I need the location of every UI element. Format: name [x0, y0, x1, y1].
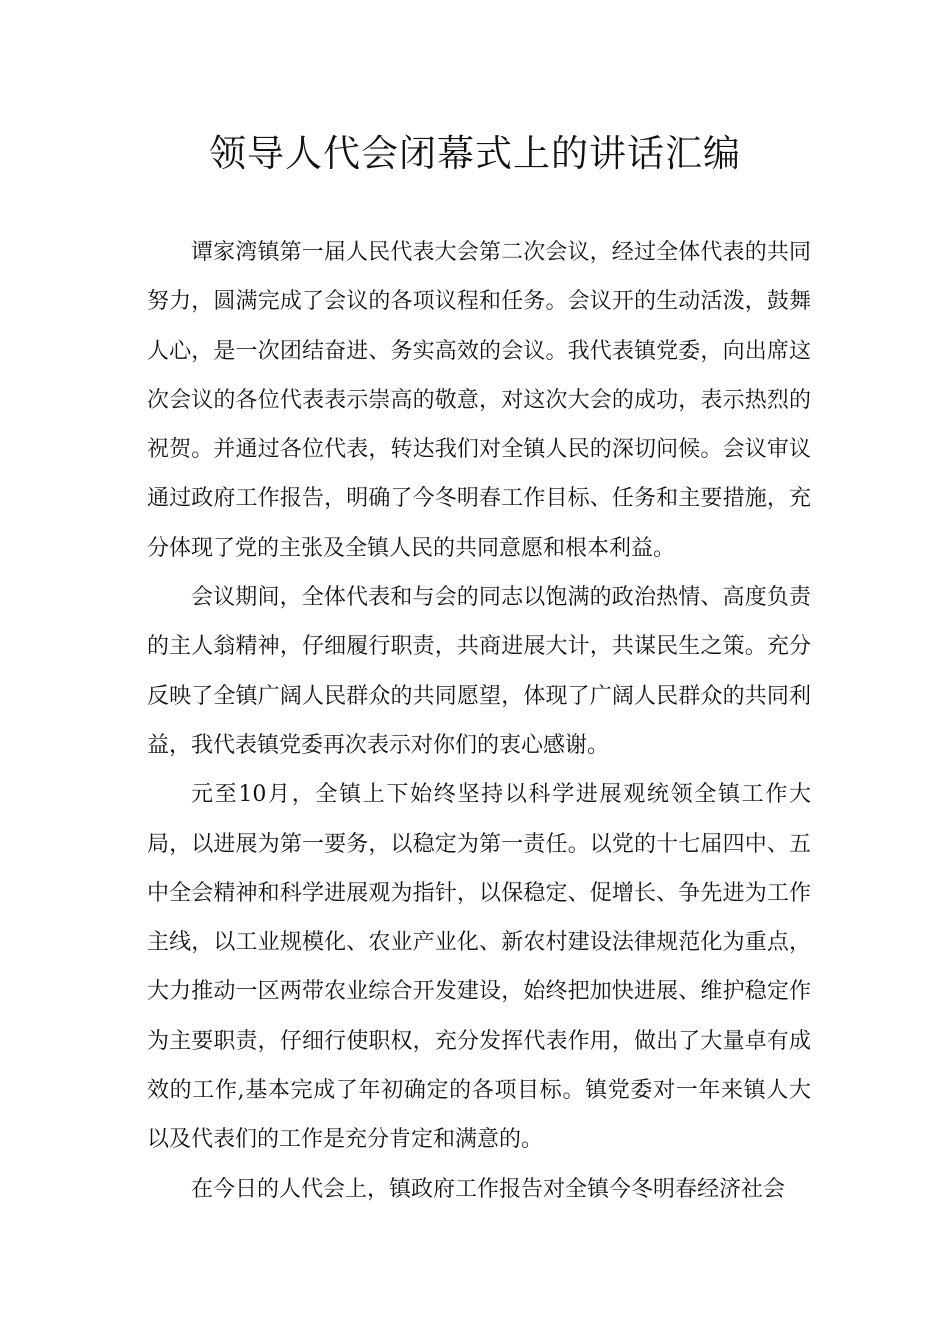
document-body [147, 228, 811, 1214]
document-title: 领导人代会闭幕式上的讲话汇编 [209, 132, 741, 175]
paragraph-4: 在今日的人代会上，镇政府工作报告对全镇今冬明春经济社会 [191, 1176, 786, 1202]
paragraph-1: 谭家湾镇第一届人民代表大会第二次会议，经过全体代表的共同努力，圆满完成了会议的各项议程和任务。会议开的生动活泼，鼓舞人心，是一次团结奋进、务实高效的会议。我代表镇党委，向出席这次会议的各位代表表示崇高的敬意，对这次大会的成功，表示热烈的祝贺。并通过各位代表，转达我们对全镇人民的深切问候。会议审议通过政府工作报告，明确了今冬明春工作目标、任务和主要措施，充分体现了党的主张及全镇人民的共同意愿和根本利益。 [147, 240, 811, 561]
paragraph-2: 会议期间，全体代表和与会的同志以饱满的政治热情、高度负责的主人翁精神，仔细履行职责，共商进展大计，共谋民生之策。充分反映了全镇广阔人民群众的共同愿望，体现了广阔人民群众的共同利益，我代表镇党委再次表示对你们的衷心感谢。 [147, 585, 811, 758]
paragraph-3: 元至10月，全镇上下始终坚持以科学进展观统领全镇工作大局，以进展为第一要务，以稳定为第一责任。以党的十七届四中、五中全会精神和科学进展观为指针，以保稳定、促增长、争先进为工作主线，以工业规模化、农业产业化、新农村建设法律规范化为重点，大力推动一区两带农业综合开发建设，始终把加快进展、维护稳定作为主要职责，仔细行使职权，充分发挥代表作用，做出了大量卓有成效的工作,基本完成了年初确定的各项目标。镇党委对一年来镇人大以及代表们的工作是充分肯定和满意的。 [147, 782, 811, 1153]
